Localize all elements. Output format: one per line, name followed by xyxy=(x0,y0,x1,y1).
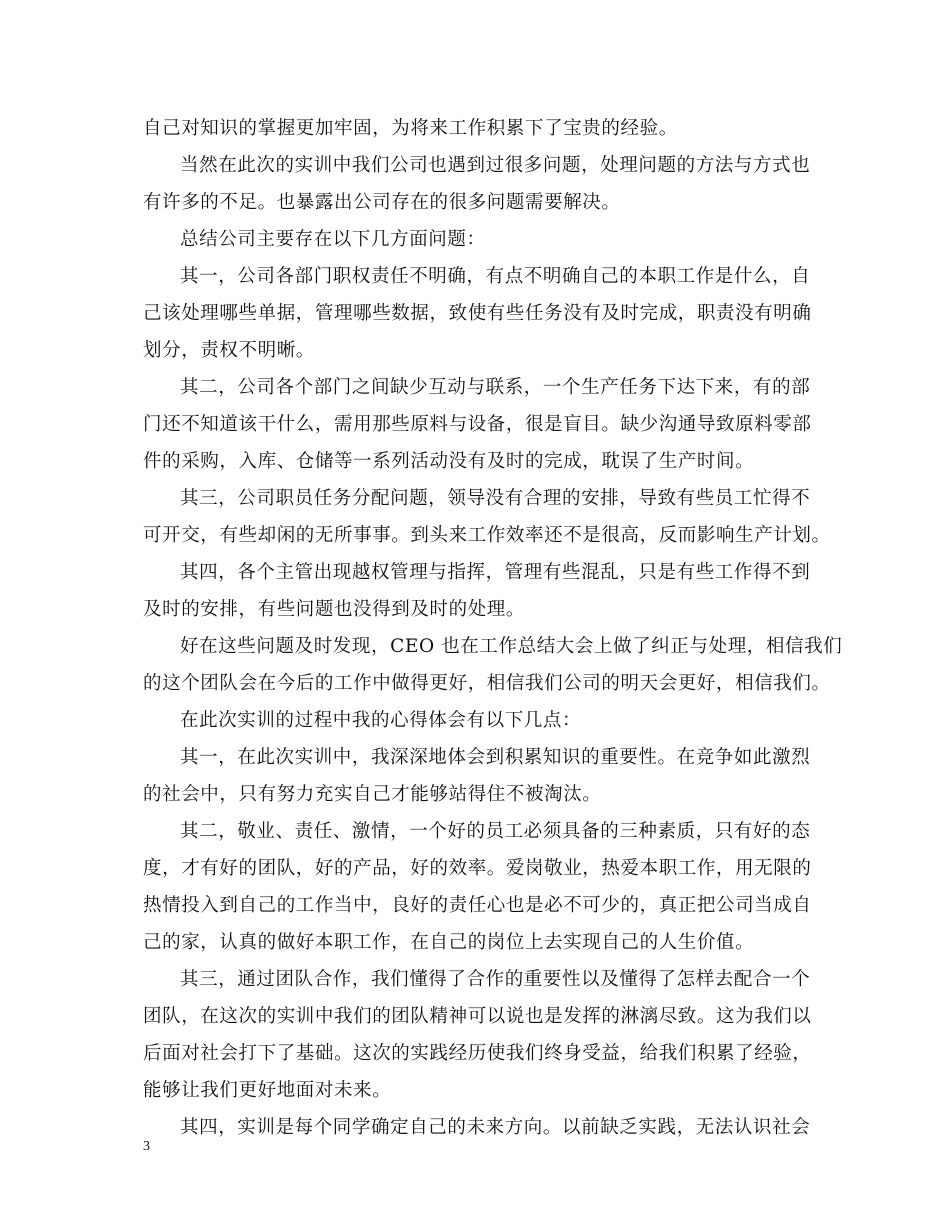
text-line: 其三，公司职员任务分配问题，领导没有合理的安排，导致有些员工忙得不 xyxy=(180,488,811,509)
text-line: 及时的安排，有些问题也没得到及时的处理。 xyxy=(143,599,526,620)
text-line: 其二，公司各个部门之间缺少互动与联系，一个生产任务下达下来，有的部 xyxy=(180,377,811,398)
text-line: 后面对社会打下了基础。这次的实践经历使我们终身受益，给我们积累了经验， xyxy=(143,1043,812,1064)
text-line: 自己对知识的掌握更加牢固，为将来工作积累下了宝贵的经验。 xyxy=(143,118,678,139)
text-line: 可开交，有些却闲的无所事事。到头来工作效率还不是很高，反而影响生产计划。 xyxy=(143,525,831,546)
text-line: 度，才有好的团队，好的产品，好的效率。爱岗敬业，热爱本职工作，用无限的 xyxy=(143,858,812,879)
text-line: 其四，各个主管出现越权管理与指挥，管理有些混乱，只是有些工作得不到 xyxy=(180,562,811,583)
text-line: 有许多的不足。也暴露出公司存在的很多问题需要解决。 xyxy=(143,192,621,213)
text-line: 己该处理哪些单据，管理哪些数据，致使有些任务没有及时完成，职责没有明确 xyxy=(143,303,812,324)
text-line: 其三，通过团队合作，我们懂得了合作的重要性以及懂得了怎样去配合一个 xyxy=(180,969,811,990)
text-line: 划分，责权不明晰。 xyxy=(143,340,315,361)
text-line: 总结公司主要存在以下几方面问题： xyxy=(180,229,486,250)
text-line: 的这个团队会在今后的工作中做得更好，相信我们公司的明天会更好，相信我们。 xyxy=(143,673,831,694)
text-line: 其一，在此次实训中，我深深地体会到积累知识的重要性。在竞争如此激烈 xyxy=(180,747,811,768)
page-number: 3 xyxy=(143,1139,150,1154)
text-line: 其四，实训是每个同学确定自己的未来方向。以前缺乏实践，无法认识社会 xyxy=(180,1117,811,1138)
text-line: 团队，在这次的实训中我们的团队精神可以说也是发挥的淋漓尽致。这为我们以 xyxy=(143,1006,812,1027)
text-line: 好在这些问题及时发现，CEO 也在工作总结大会上做了纠正与处理，相信我们 xyxy=(180,636,843,657)
text-line: 能够让我们更好地面对未来。 xyxy=(143,1080,392,1101)
text-line: 己的家，认真的做好本职工作，在自己的岗位上去实现自己的人生价值。 xyxy=(143,932,755,953)
text-line: 其二，敬业、责任、激情，一个好的员工必须具备的三种素质，只有好的态 xyxy=(180,821,811,842)
text-line: 其一，公司各部门职权责任不明确，有点不明确自己的本职工作是什么，自 xyxy=(180,266,811,287)
text-line: 在此次实训的过程中我的心得体会有以下几点： xyxy=(180,710,582,731)
text-line: 热情投入到自己的工作当中，良好的责任心也是必不可少的，真正把公司当成自 xyxy=(143,895,812,916)
text-line: 当然在此次的实训中我们公司也遇到过很多问题，处理问题的方法与方式也 xyxy=(180,155,811,176)
text-line: 的社会中，只有努力充实自己才能够站得住不被淘汰。 xyxy=(143,784,602,805)
text-line: 门还不知道该干什么，需用那些原料与设备，很是盲目。缺少沟通导致原料零部 xyxy=(143,414,812,435)
text-line: 件的采购，入库、仓储等一系列活动没有及时的完成，耽误了生产时间。 xyxy=(143,451,755,472)
